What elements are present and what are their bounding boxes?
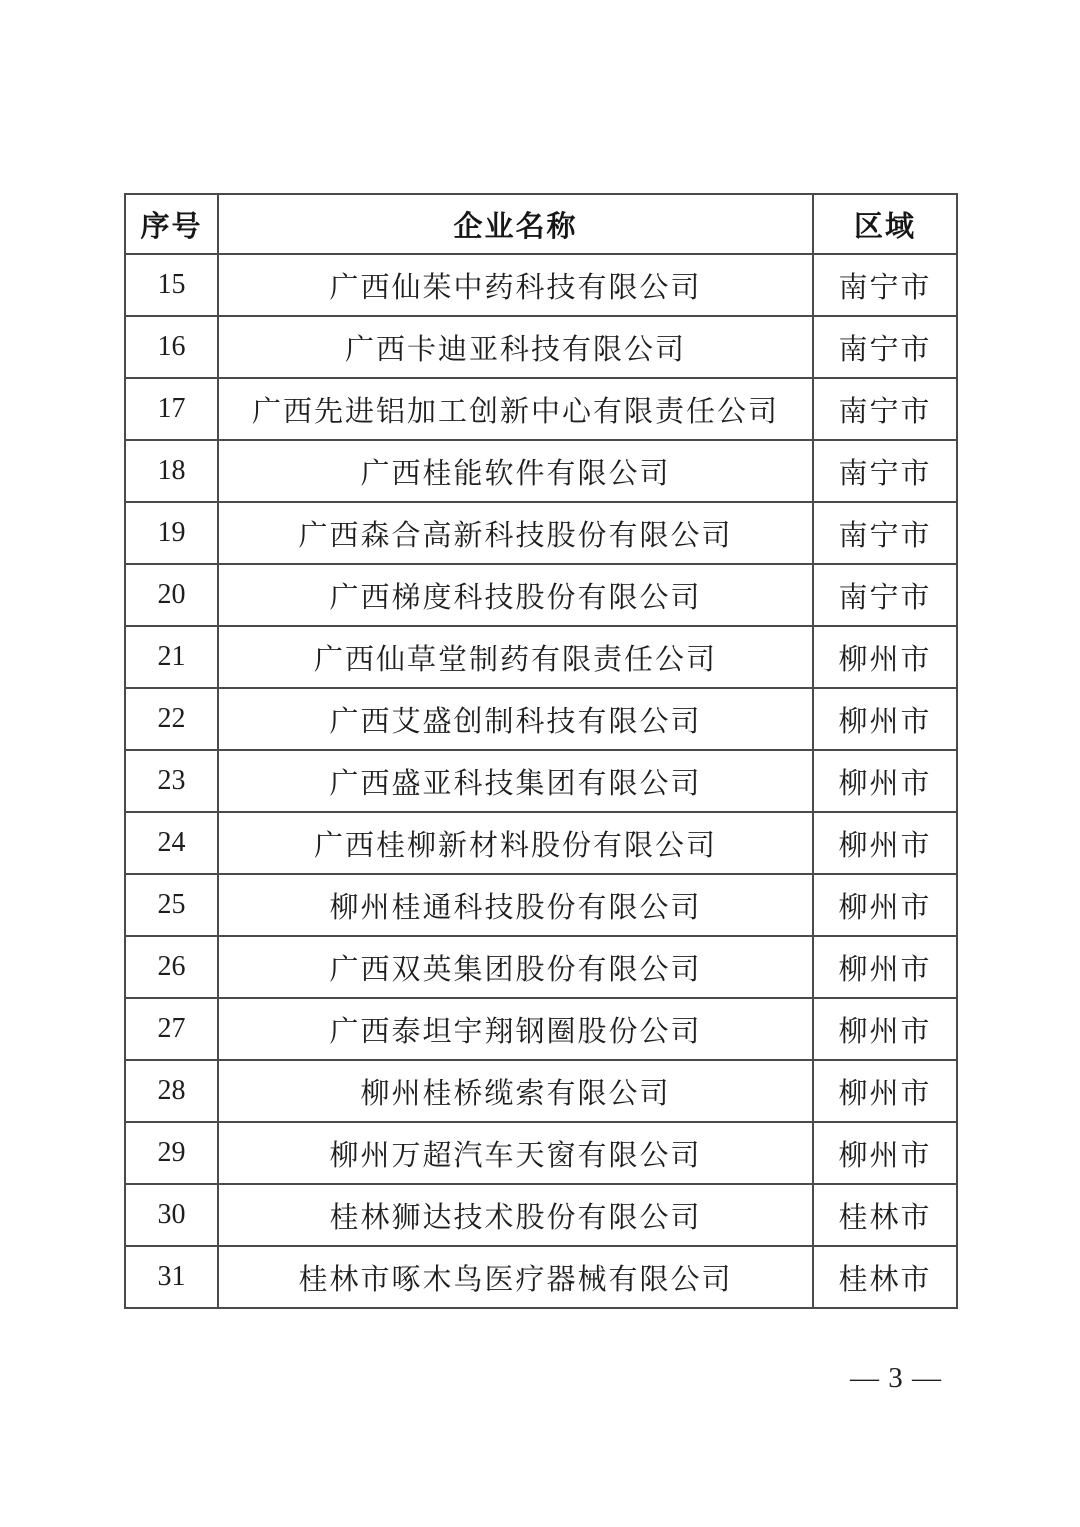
- table-header: [125, 194, 957, 254]
- cell-serial-number: 30: [125, 1184, 218, 1246]
- cell-serial-number: 19: [125, 502, 218, 564]
- cell-region: 柳州市: [813, 626, 957, 688]
- cell-company-name: 柳州桂桥缆索有限公司: [218, 1060, 813, 1122]
- cell-serial-number: 18: [125, 440, 218, 502]
- table-row: [125, 812, 957, 874]
- cell-serial-number: 15: [125, 254, 218, 316]
- table-row: [125, 1060, 957, 1122]
- cell-company-name: 桂林市啄木鸟医疗器械有限公司: [218, 1246, 813, 1308]
- companies-table: [124, 193, 958, 1309]
- cell-region: 柳州市: [813, 1122, 957, 1184]
- cell-serial-number: 24: [125, 812, 218, 874]
- cell-company-name: 广西梯度科技股份有限公司: [218, 564, 813, 626]
- table-row: [125, 378, 957, 440]
- cell-company-name: 广西森合高新科技股份有限公司: [218, 502, 813, 564]
- table-row: [125, 874, 957, 936]
- cell-region: 柳州市: [813, 812, 957, 874]
- cell-serial-number: 17: [125, 378, 218, 440]
- cell-region: 桂林市: [813, 1246, 957, 1308]
- cell-company-name: 广西仙草堂制药有限责任公司: [218, 626, 813, 688]
- cell-company-name: 广西卡迪亚科技有限公司: [218, 316, 813, 378]
- cell-region: 柳州市: [813, 1060, 957, 1122]
- table-row: [125, 936, 957, 998]
- table-row: [125, 564, 957, 626]
- column-header-region: 区域: [813, 194, 957, 254]
- cell-company-name: 广西艾盛创制科技有限公司: [218, 688, 813, 750]
- table-row: [125, 1122, 957, 1184]
- cell-company-name: 桂林狮达技术股份有限公司: [218, 1184, 813, 1246]
- column-header-serial-number: 序号: [125, 194, 218, 254]
- table-row: [125, 316, 957, 378]
- cell-region: 柳州市: [813, 750, 957, 812]
- companies-table-container: [124, 193, 956, 1309]
- cell-region: 南宁市: [813, 316, 957, 378]
- cell-company-name: 广西桂能软件有限公司: [218, 440, 813, 502]
- table-body: [125, 254, 957, 1308]
- cell-serial-number: 27: [125, 998, 218, 1060]
- cell-company-name: 广西仙茱中药科技有限公司: [218, 254, 813, 316]
- cell-company-name: 广西桂柳新材料股份有限公司: [218, 812, 813, 874]
- table-row: [125, 998, 957, 1060]
- table-row: [125, 440, 957, 502]
- cell-serial-number: 25: [125, 874, 218, 936]
- cell-region: 柳州市: [813, 936, 957, 998]
- cell-serial-number: 31: [125, 1246, 218, 1308]
- cell-region: 柳州市: [813, 998, 957, 1060]
- cell-region: 柳州市: [813, 688, 957, 750]
- table-row: [125, 254, 957, 316]
- page-number: — 3 —: [850, 1362, 942, 1394]
- cell-region: 南宁市: [813, 564, 957, 626]
- cell-company-name: 广西泰坦宇翔钢圈股份公司: [218, 998, 813, 1060]
- table-row: [125, 626, 957, 688]
- cell-serial-number: 23: [125, 750, 218, 812]
- cell-serial-number: 21: [125, 626, 218, 688]
- cell-region: 南宁市: [813, 440, 957, 502]
- table-row: [125, 1246, 957, 1308]
- cell-region: 南宁市: [813, 254, 957, 316]
- table-row: [125, 750, 957, 812]
- cell-company-name: 柳州桂通科技股份有限公司: [218, 874, 813, 936]
- cell-serial-number: 28: [125, 1060, 218, 1122]
- cell-serial-number: 20: [125, 564, 218, 626]
- table-row: [125, 1184, 957, 1246]
- table-row: [125, 688, 957, 750]
- cell-region: 南宁市: [813, 502, 957, 564]
- cell-serial-number: 16: [125, 316, 218, 378]
- cell-serial-number: 26: [125, 936, 218, 998]
- header-row: [125, 194, 957, 254]
- cell-serial-number: 22: [125, 688, 218, 750]
- table-row: [125, 502, 957, 564]
- column-header-company-name: 企业名称: [218, 194, 813, 254]
- cell-company-name: 广西先进铝加工创新中心有限责任公司: [218, 378, 813, 440]
- cell-company-name: 柳州万超汽车天窗有限公司: [218, 1122, 813, 1184]
- cell-region: 桂林市: [813, 1184, 957, 1246]
- cell-serial-number: 29: [125, 1122, 218, 1184]
- cell-region: 柳州市: [813, 874, 957, 936]
- cell-company-name: 广西盛亚科技集团有限公司: [218, 750, 813, 812]
- cell-company-name: 广西双英集团股份有限公司: [218, 936, 813, 998]
- cell-region: 南宁市: [813, 378, 957, 440]
